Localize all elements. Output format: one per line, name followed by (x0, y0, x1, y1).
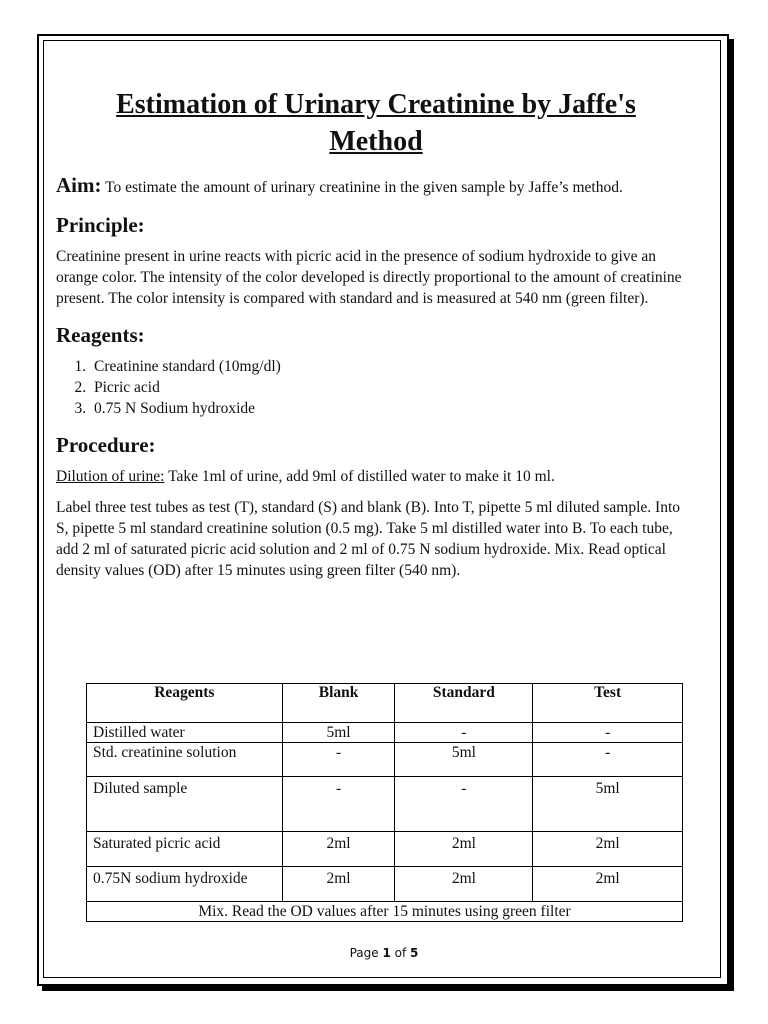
dilution-text: Take 1ml of urine, add 9ml of distilled water to make it 10 ml. (164, 468, 555, 485)
table-row (87, 832, 683, 867)
table-footer-row (87, 902, 683, 922)
title-line-1: Estimation of Urinary Creatinine by Jaffe's (116, 89, 636, 120)
table-cell: 2ml (533, 832, 683, 867)
table-row (87, 743, 683, 777)
table-row (87, 777, 683, 832)
table-cell: 5ml (282, 723, 395, 743)
table-cell: 2ml (533, 867, 683, 902)
page-total: 5 (410, 946, 419, 960)
page-of-word: of (390, 946, 411, 960)
table-header: Standard (395, 684, 533, 723)
principle-text: Creatinine present in urine reacts with picric acid in the presence of sodium hydroxide to give an orange color. The intensity of the color developed is directly proportional to the amount of creatinine present. The color intensity is compared with standard and is measured at 540 nm (green filter). (56, 248, 682, 307)
reagent-table (86, 683, 683, 922)
table-cell: Saturated picric acid (87, 832, 283, 867)
table-cell: 5ml (533, 777, 683, 832)
procedure-steps: Label three test tubes as test (T), standard (S) and blank (B). Into T, pipette 5 ml diluted sample. Into S, pipette 5 ml standard creatinine solution (0.5 mg). Take 5 ml distilled water into B. To each tube, add 2 ml of saturated picric acid solution and 2 ml of 0.75 N sodium hydroxide. Mix. Read optical density values (OD) after 15 minutes using green filter (540 nm). (56, 499, 681, 579)
document-page (56, 86, 686, 591)
table-cell: 2ml (395, 867, 533, 902)
table-cell: - (533, 743, 683, 777)
list-item: 1. Creatinine standard (10mg/dl) (90, 356, 686, 377)
page-title (66, 86, 686, 160)
table-header: Reagents (87, 684, 283, 723)
table-header: Blank (282, 684, 395, 723)
procedure-heading: Procedure: (56, 433, 156, 457)
table-cell: 2ml (282, 832, 395, 867)
table-cell: 0.75N sodium hydroxide (87, 867, 283, 902)
table-row (87, 867, 683, 902)
table-cell: Std. creatinine solution (87, 743, 283, 777)
page-word: Page (349, 946, 383, 960)
table-cell: - (395, 777, 533, 832)
dilution-label: Dilution of urine: (56, 468, 165, 485)
page-current: 1 (382, 946, 391, 960)
table-cell: - (282, 777, 395, 832)
table-cell: 5ml (395, 743, 533, 777)
aim-section (56, 174, 686, 199)
aim-text: To estimate the amount of urinary creatinine in the given sample by Jaffe’s method. (101, 179, 623, 196)
reagents-heading: Reagents: (56, 323, 145, 347)
list-item: 2. Picric acid (90, 377, 686, 398)
reagents-list (56, 356, 686, 419)
page-footer (0, 946, 768, 960)
table-footer-note: Mix. Read the OD values after 15 minutes using green filter (87, 902, 683, 922)
table-cell: Diluted sample (87, 777, 283, 832)
table-cell: Distilled water (87, 723, 283, 743)
table-cell: 2ml (395, 832, 533, 867)
title-line-2: Method (329, 126, 423, 157)
aim-label: Aim: (56, 173, 102, 197)
list-item: 3. 0.75 N Sodium hydroxide (90, 398, 686, 419)
table-header: Test (533, 684, 683, 723)
table-cell: - (395, 723, 533, 743)
table-cell: - (282, 743, 395, 777)
table-row (87, 723, 683, 743)
dilution-paragraph (56, 466, 686, 487)
principle-heading: Principle: (56, 213, 145, 237)
table-cell: 2ml (282, 867, 395, 902)
table-header-row (87, 684, 683, 723)
table-cell: - (533, 723, 683, 743)
